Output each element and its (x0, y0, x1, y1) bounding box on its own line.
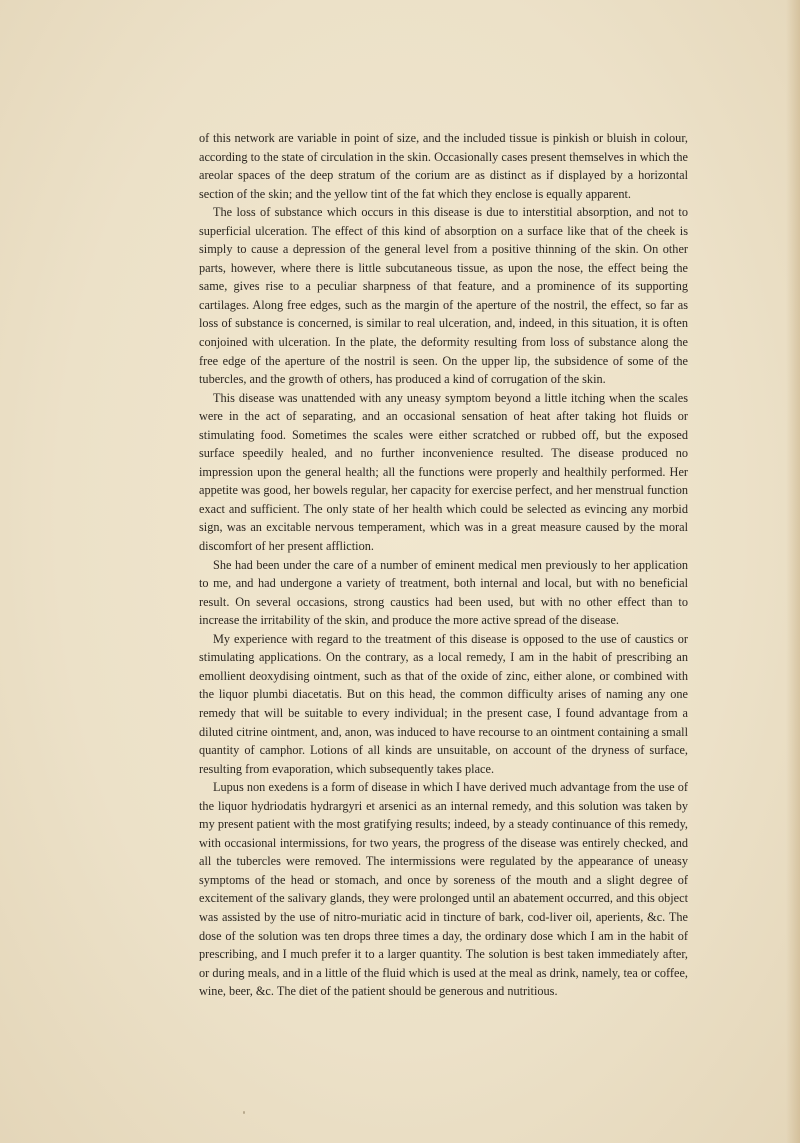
paragraph-2: The loss of substance which occurs in this disease is due to interstitial absorption, and not to superficial ulceration. The effect of this kind of absorption on a surface like that of the cheek is simply to cause a depression of the general level from a positive thinning of the skin. On other parts, however, where there is little subcutaneous tissue, as upon the nose, the effect being the same, gives rise to a peculiar sharpness of that feature, and a prominence of its supporting cartilages. Along free edges, such as the margin of the aperture of the nostril, the effect, so far as loss of substance is concerned, is similar to real ulceration, and, indeed, in this situation, it is often conjoined with ulceration. In the plate, the deformity resulting from loss of substance along the free edge of the aperture of the nostril is seen. On the upper lip, the subsidence of some of the tubercles, and the growth of others, has produced a kind of corrugation of the skin. (199, 205, 688, 387)
paragraph-4: She had been under the care of a number of eminent medical men previously to her application to me, and had undergone a variety of treatment, both internal and local, but with no beneficial result. On several occasions, strong caustics had been used, but with no other effect than to increase the irritability of the skin, and produce the more active spread of the disease. (199, 557, 688, 628)
paragraph-5: My experience with regard to the treatment of this disease is opposed to the use of caustics or stimulating applications. On the contrary, as a local remedy, I am in the habit of prescribing an emollient deoxydising ointment, such as that of the oxide of zinc, either alone, or combined with the liquor plumbi diacetatis. But on this head, the common difficulty arises of naming any one remedy that will be suitable to every individual; in the present case, I found advantage from a diluted citrine ointment, and, anon, was induced to have recourse to an ointment containing a small quantity of camphor. Lotions of all kinds are unsuitable, on account of the dryness of surface, resulting from evaporation, which subsequently takes place. (199, 631, 688, 776)
page-edge (786, 0, 800, 1143)
paragraph-1: of this network are variable in point of size, and the included tissue is pinkish or bluish in colour, according to the state of circulation in the skin. Occasionally cases present themselves in which the areolar spaces of the deep stratum of the corium are as distinct as if displayed by a horizontal section of the skin; and the yellow tint of the fat which they enclose is equally apparent. (199, 131, 688, 201)
paper-speck (243, 1111, 245, 1114)
paragraph-6: Lupus non exedens is a form of disease in which I have derived much advantage from the use of the liquor hydriodatis hydrargyri et arsenici as an internal remedy, and this solution was taken by my present patient with the most gratifying results; indeed, by a steady continuance of this remedy, with occasional intermissions, for two years, the progress of the disease was entirely checked, and all the tubercles were removed. The intermissions were regulated by the appearance of uneasy symptoms of the head or stomach, and once by soreness of the mouth and a slight degree of excitement of the salivary glands, they were prolonged until an abatement occurred, and this object was assisted by the use of nitro-muriatic acid in tincture of bark, cod-liver oil, aperients, &c. The dose of the solution was ten drops three times a day, the ordinary dose which I am in the habit of prescribing, and I much prefer it to a larger quantity. The solution is best taken immediately after, or during meals, and in a little of the fluid which is used at the meal as drink, namely, tea or coffee, wine, beer, &c. The diet of the patient should be generous and nutritious. (199, 780, 688, 999)
body-text (199, 129, 688, 1001)
paragraph-3: This disease was unattended with any uneasy symptom beyond a little itching when the scales were in the act of separating, and an occasional sensation of heat after taking hot fluids or stimulating food. Sometimes the scales were either scratched or rubbed off, but the exposed surface speedily healed, and no further inconvenience resulted. The disease produced no impression upon the general health; all the functions were properly and healthily performed. Her appetite was good, her bowels regular, her capacity for exercise perfect, and her menstrual function exact and sufficient. The only state of her health which could be selected as evincing any morbid sign, was an excitable nervous temperament, which was in a great measure caused by the moral discomfort of her present affliction. (199, 390, 688, 554)
